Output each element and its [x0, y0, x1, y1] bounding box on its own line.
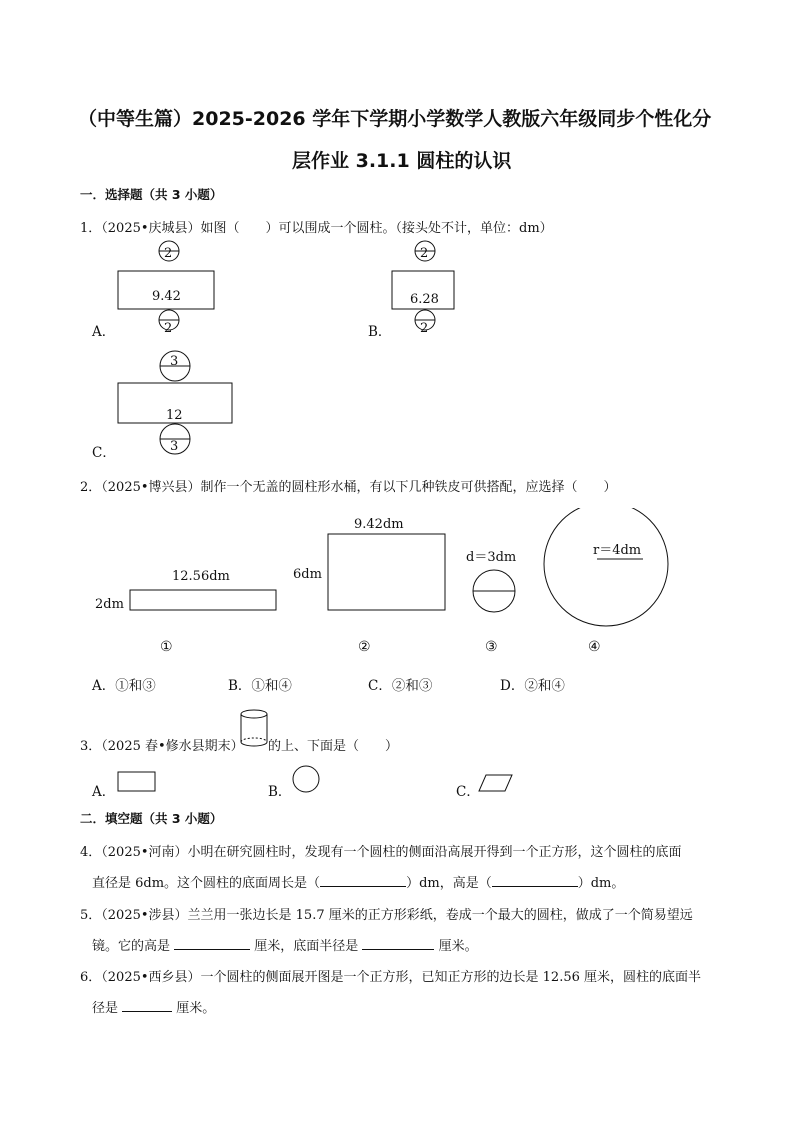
q1a-circle-bottom-label: 2	[164, 321, 173, 334]
q2-fig1-rect	[130, 590, 276, 610]
page-title-line2: 层作业 3.1.1 圆柱的认识	[292, 150, 512, 172]
q2-fig4-circle	[544, 508, 668, 626]
question-2-stem: 2．（2025•博兴县）制作一个无盖的圆柱形水桶，有以下几种铁皮可供搭配，应选择（ ）	[80, 480, 617, 495]
question-3-stem-prefix: 3．（2025 春•修水县期末）	[80, 739, 244, 754]
q2-option-c[interactable]: C．②和③	[368, 678, 433, 694]
section-heading-fill: 二．填空题（共 3 小题）	[80, 811, 223, 826]
q4-answer-blank-2[interactable]	[492, 873, 578, 887]
q4-text-c: ）dm。	[577, 876, 625, 891]
question-6-line1: 6．（2025•西乡县）一个圆柱的侧面展开图是一个正方形，已知正方形的边长是 12.56 厘米，圆柱的底面半	[80, 970, 702, 985]
cylinder-icon	[239, 708, 269, 750]
question-1-stem: 1．（2025•庆城县）如图（ ）可以围成一个圆柱。（接头处不计，单位：dm）	[80, 221, 553, 236]
question-4-line1: 4．（2025•河南）小明在研究圆柱时，发现有一个圆柱的侧面沿高展开得到一个正方形，这个圆柱的底面	[80, 845, 682, 860]
q1-option-c-letter[interactable]: C．	[92, 445, 116, 461]
q1b-circle-bottom-label: 2	[420, 321, 429, 334]
q1c-circle-bottom-label: 3	[170, 439, 179, 454]
q4-text-b: ）dm，高是（	[406, 876, 492, 891]
q2-fig3-label: d＝3dm	[466, 550, 517, 565]
q1c-rect-label: 12	[166, 408, 183, 423]
q3-option-a[interactable]: A．	[92, 784, 116, 800]
q2-figures	[90, 508, 730, 660]
page-title-line1: （中等生篇）2025-2026 学年下学期小学数学人教版六年级同步个性化分	[78, 108, 712, 130]
q2-fig4-number: ④	[588, 639, 601, 655]
q4-text-a: 直径是 6dm。这个圆柱的底面周长是（	[92, 876, 321, 891]
q1c-circle-top-label: 3	[170, 354, 179, 369]
q1-option-b-letter[interactable]: B．	[368, 324, 392, 340]
q1b-rect-label: 6.28	[410, 292, 439, 307]
q2-fig4-label: r＝4dm	[593, 543, 642, 558]
q1a-rect-label: 9.42	[152, 289, 181, 304]
q6-text-b: 厘米。	[176, 1001, 216, 1016]
q2-fig2-height-label: 6dm	[293, 567, 322, 582]
circle-shape-icon	[291, 764, 321, 794]
q3-option-b[interactable]: B．	[268, 784, 292, 800]
q2-fig1-height-label: 2dm	[95, 597, 124, 612]
q1b-circle-top-label: 2	[420, 246, 429, 261]
q2-fig2-width-label: 9.42dm	[354, 517, 404, 532]
q2-option-b[interactable]: B．①和④	[228, 678, 292, 694]
q2-fig2-rect	[328, 534, 445, 610]
q5-text-a: 镜。它的高是	[92, 939, 171, 954]
q1a-circle-top-label: 2	[164, 246, 173, 261]
q5-text-c: 厘米。	[438, 939, 478, 954]
q2-fig2-number: ②	[358, 639, 371, 655]
q1-option-c-figure	[114, 350, 238, 456]
q1-option-a-figure	[114, 240, 218, 334]
question-3-stem-suffix: 的上、下面是（ ）	[268, 739, 399, 754]
q6-answer-blank[interactable]	[122, 998, 172, 1012]
q1-option-a-letter[interactable]: A．	[92, 324, 116, 340]
section-heading-choice: 一．选择题（共 3 小题）	[80, 187, 223, 202]
rectangle-shape-icon	[117, 770, 157, 794]
q5-answer-blank-1[interactable]	[174, 936, 250, 950]
q2-option-d[interactable]: D．②和④	[500, 678, 565, 694]
q3-option-c[interactable]: C．	[456, 784, 480, 800]
q2-option-a[interactable]: A．①和③	[92, 678, 156, 694]
question-5-line2	[92, 935, 478, 954]
q2-fig1-width-label: 12.56dm	[172, 569, 230, 584]
q2-fig1-number: ①	[160, 639, 173, 655]
q5-answer-blank-2[interactable]	[362, 936, 434, 950]
q6-text-a: 径是	[92, 1001, 119, 1016]
q5-text-b: 厘米，底面半径是	[254, 939, 359, 954]
question-6-line2	[92, 997, 215, 1016]
q1-option-b-figure	[388, 240, 458, 334]
question-4-line2	[92, 872, 624, 891]
q2-fig3-number: ③	[485, 639, 498, 655]
parallelogram-shape-icon	[478, 773, 514, 793]
question-5-line1: 5．（2025•涉县）兰兰用一张边长是 15.7 厘米的正方形彩纸，卷成一个最大的圆柱，做成了一个简易望远	[80, 908, 693, 923]
q4-answer-blank-1[interactable]	[320, 873, 406, 887]
